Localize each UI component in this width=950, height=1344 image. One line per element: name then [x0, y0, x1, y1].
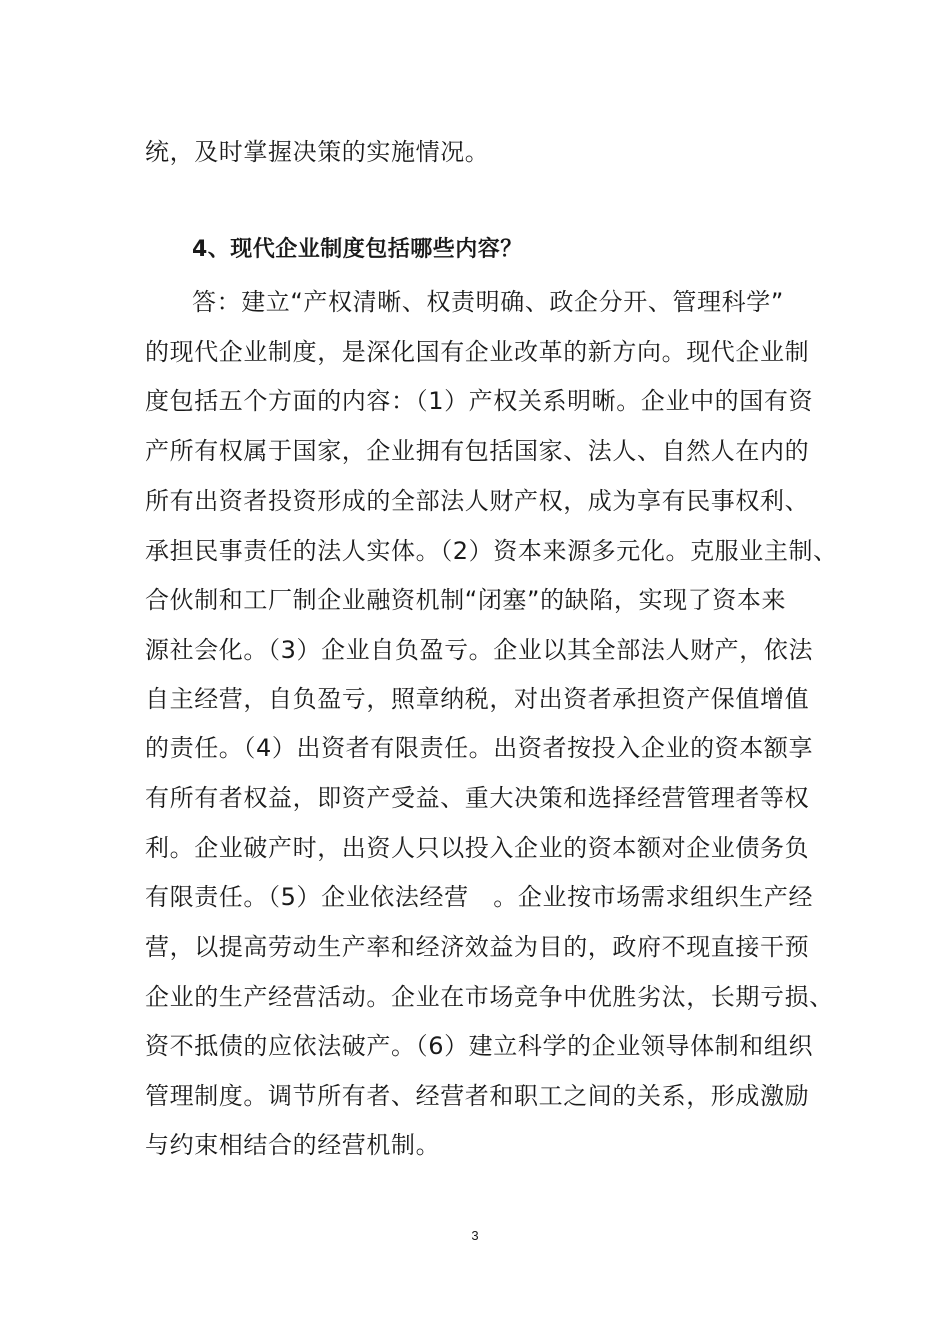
answer-line: 源社会化。（3）企业自负盈亏。企业以其全部法人财产，依法 [145, 636, 814, 664]
answer-line: 答：建立“产权清晰、权责明确、政企分开、管理科学” [192, 288, 784, 316]
answer-line: 有限责任。（5）企业依法经营 。企业按市场需求组织生产经 [145, 883, 814, 911]
answer-line: 与约束相结合的经营机制。 [145, 1131, 441, 1159]
answer-line: 的现代企业制度，是深化国有企业改革的新方向。现代企业制 [145, 338, 810, 366]
answer-line: 自主经营，自负盈亏，照章纳税，对出资者承担资产保值增值 [145, 685, 810, 713]
question-heading: 4、现代企业制度包括哪些内容？ [192, 237, 523, 262]
answer-line: 合伙制和工厂制企业融资机制“闭塞”的缺陷，实现了资本来 [145, 586, 787, 614]
answer-line: 承担民事责任的法人实体。（2）资本来源多元化。克服业主制、 [145, 537, 838, 565]
answer-line: 营，以提高劳动生产率和经济效益为目的，政府不现直接干预 [145, 933, 810, 961]
answer-line: 产所有权属于国家，企业拥有包括国家、法人、自然人在内的 [145, 437, 810, 465]
answer-line: 管理制度。调节所有者、经营者和职工之间的关系，形成激励 [145, 1082, 810, 1110]
answer-line: 资不抵债的应依法破产。（6）建立科学的企业领导体制和组织 [145, 1032, 814, 1060]
answer-line: 企业的生产经营活动。企业在市场竞争中优胜劣汰，长期亏损、 [145, 983, 834, 1011]
answer-line: 所有出资者投资形成的全部法人财产权，成为享有民事权利、 [145, 487, 810, 515]
answer-line: 有所有者权益，即资产受益、重大决策和选择经营管理者等权 [145, 784, 810, 812]
answer-line: 度包括五个方面的内容：（1）产权关系明晰。企业中的国有资 [145, 387, 814, 415]
paragraph-continuation: 统，及时掌握决策的实施情况。 [145, 138, 490, 166]
answer-line: 利。企业破产时，出资人只以投入企业的资本额对企业债务负 [145, 834, 810, 862]
answer-line: 的责任。（4）出资者有限责任。出资者按投入企业的资本额享 [145, 734, 814, 762]
page-number: 3 [471, 1228, 479, 1243]
